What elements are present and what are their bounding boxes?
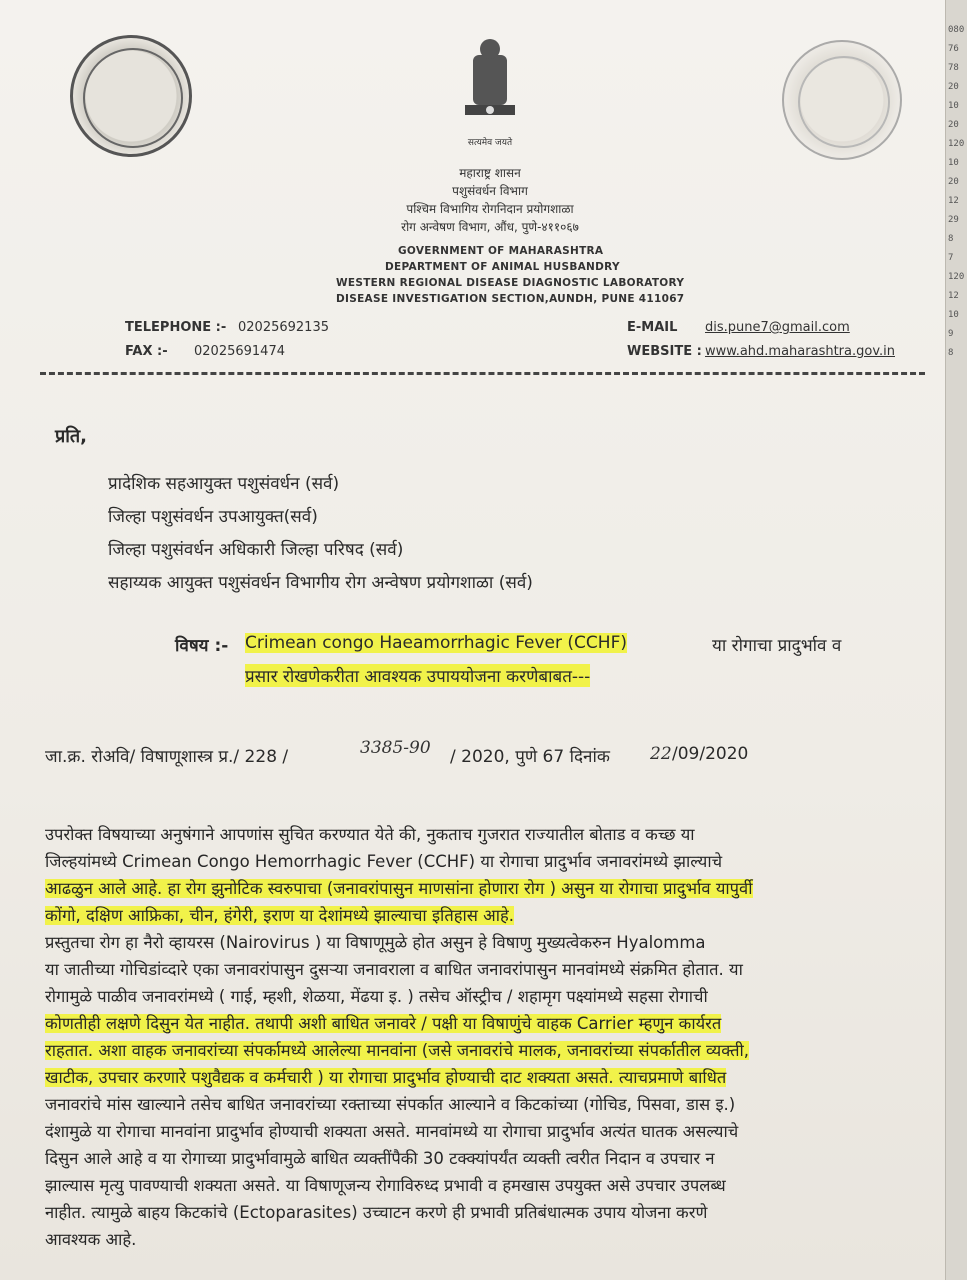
edge-number: 10 — [948, 310, 959, 320]
website-link[interactable]: www.ahd.maharashtra.gov.in — [705, 344, 895, 359]
body-line-text: कोणतीही लक्षणे दिसुन येत नाहीत. तथापी अशी बाधित जनावरे / पक्षी या विषाणुंचे वाहक Carrier म्हणुन कार्यरत — [45, 1014, 722, 1033]
body-line-text: जिल्हयांमध्ये Crimean Congo Hemorrhagic Fever (CCHF) या रोगाचा प्रादुर्भाव जनावरांमध्ये झाल्याचे — [45, 852, 723, 871]
edge-number: 8 — [948, 234, 954, 244]
national-emblem-icon — [455, 35, 525, 135]
header-marathi-3: रोग अन्वेषण विभाग, औंध, पुणे-४११०६७ — [401, 220, 579, 234]
edge-number: 9 — [948, 329, 954, 339]
subject-rest: या रोगाचा प्रादुर्भाव व — [712, 636, 842, 656]
body-line-text: खाटीक, उपचार करणारे पशुवैद्यक व कर्मचारी ) या रोगाचा प्रादुर्भाव होण्याची दाट शक्यता असते. त्याचप्रमाणे बाधित — [45, 1068, 727, 1087]
body-line-text: राहतात. अशा वाहक जनावरांच्या संपर्कामध्ये आलेल्या मानवांना (जसे जनावरांचे मालक, जनावरांच्या संपर्कातील व्यक्ती, — [45, 1041, 749, 1060]
header-english-2: WESTERN REGIONAL DISEASE DIAGNOSTIC LABORATORY — [336, 277, 685, 289]
subject-title: Crimean congo Haeamorrhagic Fever (CCHF) — [245, 633, 627, 653]
body-line — [45, 1092, 935, 1115]
edge-number: 8 — [948, 348, 954, 358]
body-line — [45, 849, 935, 872]
email-link[interactable]: dis.pune7@gmail.com — [705, 320, 850, 335]
fax-label: FAX :- — [125, 344, 168, 359]
recipient-3: सहाय्यक आयुक्त पशुसंवर्धन विभागीय रोग अन्वेषण प्रयोगशाळा (सर्व) — [108, 573, 533, 593]
ref-suffix: /09/2020 — [672, 744, 749, 764]
edge-number: 20 — [948, 82, 959, 92]
body-line-text: झाल्यास मृत्यु पावण्याची शक्यता असते. या विषाणूजन्य रोगाविरुध्द प्रभावी व हमखास उपयुक्त असे उपचार उपलब्ध — [45, 1176, 726, 1195]
body-line — [45, 1011, 935, 1034]
body-line-text: या जातीच्या गोचिडांव्दारे एका जनावरांपासुन दुसऱ्या जनावराला व बाधित जनावरांपासुन मानवांमध्ये संक्रमित होतात. या — [45, 960, 743, 979]
header-marathi-1: पशुसंवर्धन विभाग — [452, 184, 528, 198]
body-line — [45, 1173, 935, 1196]
email-label: E-MAIL — [627, 320, 678, 335]
edge-number: 10 — [948, 101, 959, 111]
subject-line2: प्रसार रोखणेकरीता आवश्यक उपाययोजना करणेबाबत--- — [245, 664, 590, 687]
website-label: WEBSITE : — [627, 344, 702, 359]
edge-number: 20 — [948, 177, 959, 187]
edge-number: 120 — [948, 272, 965, 282]
recipient-1: जिल्हा पशुसंवर्धन उपआयुक्त(सर्व) — [108, 507, 318, 527]
body-line — [45, 1119, 935, 1142]
body-line-text: दंशामुळे या रोगाचा मानवांना प्रादुर्भाव होण्याची शक्यता असते. मानवांमध्ये या रोगाचा प्रादुर्भाव अत्यंत घातक असल्याचे — [45, 1122, 739, 1141]
edge-number: 10 — [948, 158, 959, 168]
telephone-value: 02025692135 — [238, 320, 329, 335]
body-line — [45, 1065, 935, 1088]
edge-number: 080 — [948, 25, 965, 35]
header-english-0: GOVERNMENT OF MAHARASHTRA — [398, 245, 604, 257]
maharashtra-seal-right — [782, 40, 902, 160]
body-line — [45, 822, 935, 845]
body-line — [45, 957, 935, 980]
recipient-0: प्रादेशिक सहआयुक्त पशुसंवर्धन (सर्व) — [108, 474, 340, 494]
edge-number: 7 — [948, 253, 954, 263]
body-line — [45, 1227, 935, 1250]
department-seal-left — [70, 35, 192, 157]
body-line-text: आढळुन आले आहे. हा रोग झुनोटिक स्वरुपाचा (जनावरांपासुन माणसांना होणारा रोग ) असुन या रोगाचा प्रादुर्भाव यापुर्वी — [45, 879, 753, 898]
subject-label: विषय :- — [175, 636, 229, 656]
body-line — [45, 903, 935, 926]
body-line-text: आवश्यक आहे. — [45, 1230, 137, 1249]
body-line — [45, 1146, 935, 1169]
telephone-label: TELEPHONE :- — [125, 320, 227, 335]
ref-handwritten-number: 3385-90 — [360, 738, 431, 758]
fax-value: 02025691474 — [194, 344, 285, 359]
header-marathi-2: पश्चिम विभागिय रोगनिदान प्रयोगशाळा — [406, 202, 574, 216]
header-marathi-0: महाराष्ट्र शासन — [459, 166, 521, 180]
edge-number: 12 — [948, 196, 959, 206]
recipient-2: जिल्हा पशुसंवर्धन अधिकारी जिल्हा परिषद (सर्व) — [108, 540, 404, 560]
emblem-motto: सत्यमेव जयते — [467, 138, 513, 148]
body-line — [45, 876, 935, 899]
body-line — [45, 930, 935, 953]
ref-handwritten-day: 22 — [650, 744, 672, 764]
ref-prefix: जा.क्र. रोअवि/ विषाणूशास्त्र प्र./ 228 / — [45, 747, 289, 767]
body-line-text: रोगामुळे पाळीव जनावरांमध्ये ( गाई, म्हशी, शेळया, मेंढया इ. ) तसेच ऑस्ट्रीच / शहामृग पक्ष्यांमध्ये सहसा रोगाची — [45, 987, 708, 1006]
body-line-text: प्रस्तुतचा रोग हा नैरो व्हायरस (Nairovirus ) या विषाणूमुळे होत असुन हे विषाणु मुख्यत्वेकरुन Hyalomma — [45, 933, 706, 952]
header-english-1: DEPARTMENT OF ANIMAL HUSBANDRY — [385, 261, 620, 273]
body-line-text: उपरोक्त विषयाच्या अनुषंगाने आपणांस सुचित करण्यात येते की, नुकताच गुजरात राज्यातील बोताड व कच्छ या — [45, 825, 695, 844]
body-line — [45, 1200, 935, 1223]
header-english-3: DISEASE INVESTIGATION SECTION,AUNDH, PUNE 411067 — [336, 293, 685, 305]
adjacent-page-edge — [945, 0, 967, 1280]
body-line-text: जनावरांचे मांस खाल्याने तसेच बाधित जनावरांच्या रक्ताच्या संपर्कात आल्याने व किटकांच्या (गोचिड, पिसवा, डास इ.) — [45, 1095, 736, 1114]
body-line-text: कोंगो, दक्षिण आफ्रिका, चीन, हंगेरी, इराण या देशांमध्ये झाल्याचा इतिहास आहे. — [45, 906, 515, 925]
edge-number: 20 — [948, 120, 959, 130]
edge-number: 29 — [948, 215, 959, 225]
edge-number: 12 — [948, 291, 959, 301]
edge-number: 78 — [948, 63, 959, 73]
to-label: प्रति, — [55, 426, 88, 447]
header-divider — [40, 372, 925, 375]
body-line — [45, 1038, 935, 1061]
body-line-text: नाहीत. त्यामुळे बाहय किटकांचे (Ectoparasites) उच्चाटन करणे ही प्रभावी प्रतिबंधात्मक उपाय योजना करणे — [45, 1203, 708, 1222]
body-line-text: दिसुन आले आहे व या रोगाच्या प्रादुर्भावामुळे बाधित व्यक्तींपैकी 30 टक्क्यांपर्यंत व्यक्ती त्वरीत निदान व उपचार न — [45, 1149, 715, 1168]
edge-number: 120 — [948, 139, 965, 149]
body-line — [45, 984, 935, 1007]
edge-number: 76 — [948, 44, 959, 54]
ref-mid: / 2020, पुणे 67 दिनांक — [450, 747, 610, 767]
